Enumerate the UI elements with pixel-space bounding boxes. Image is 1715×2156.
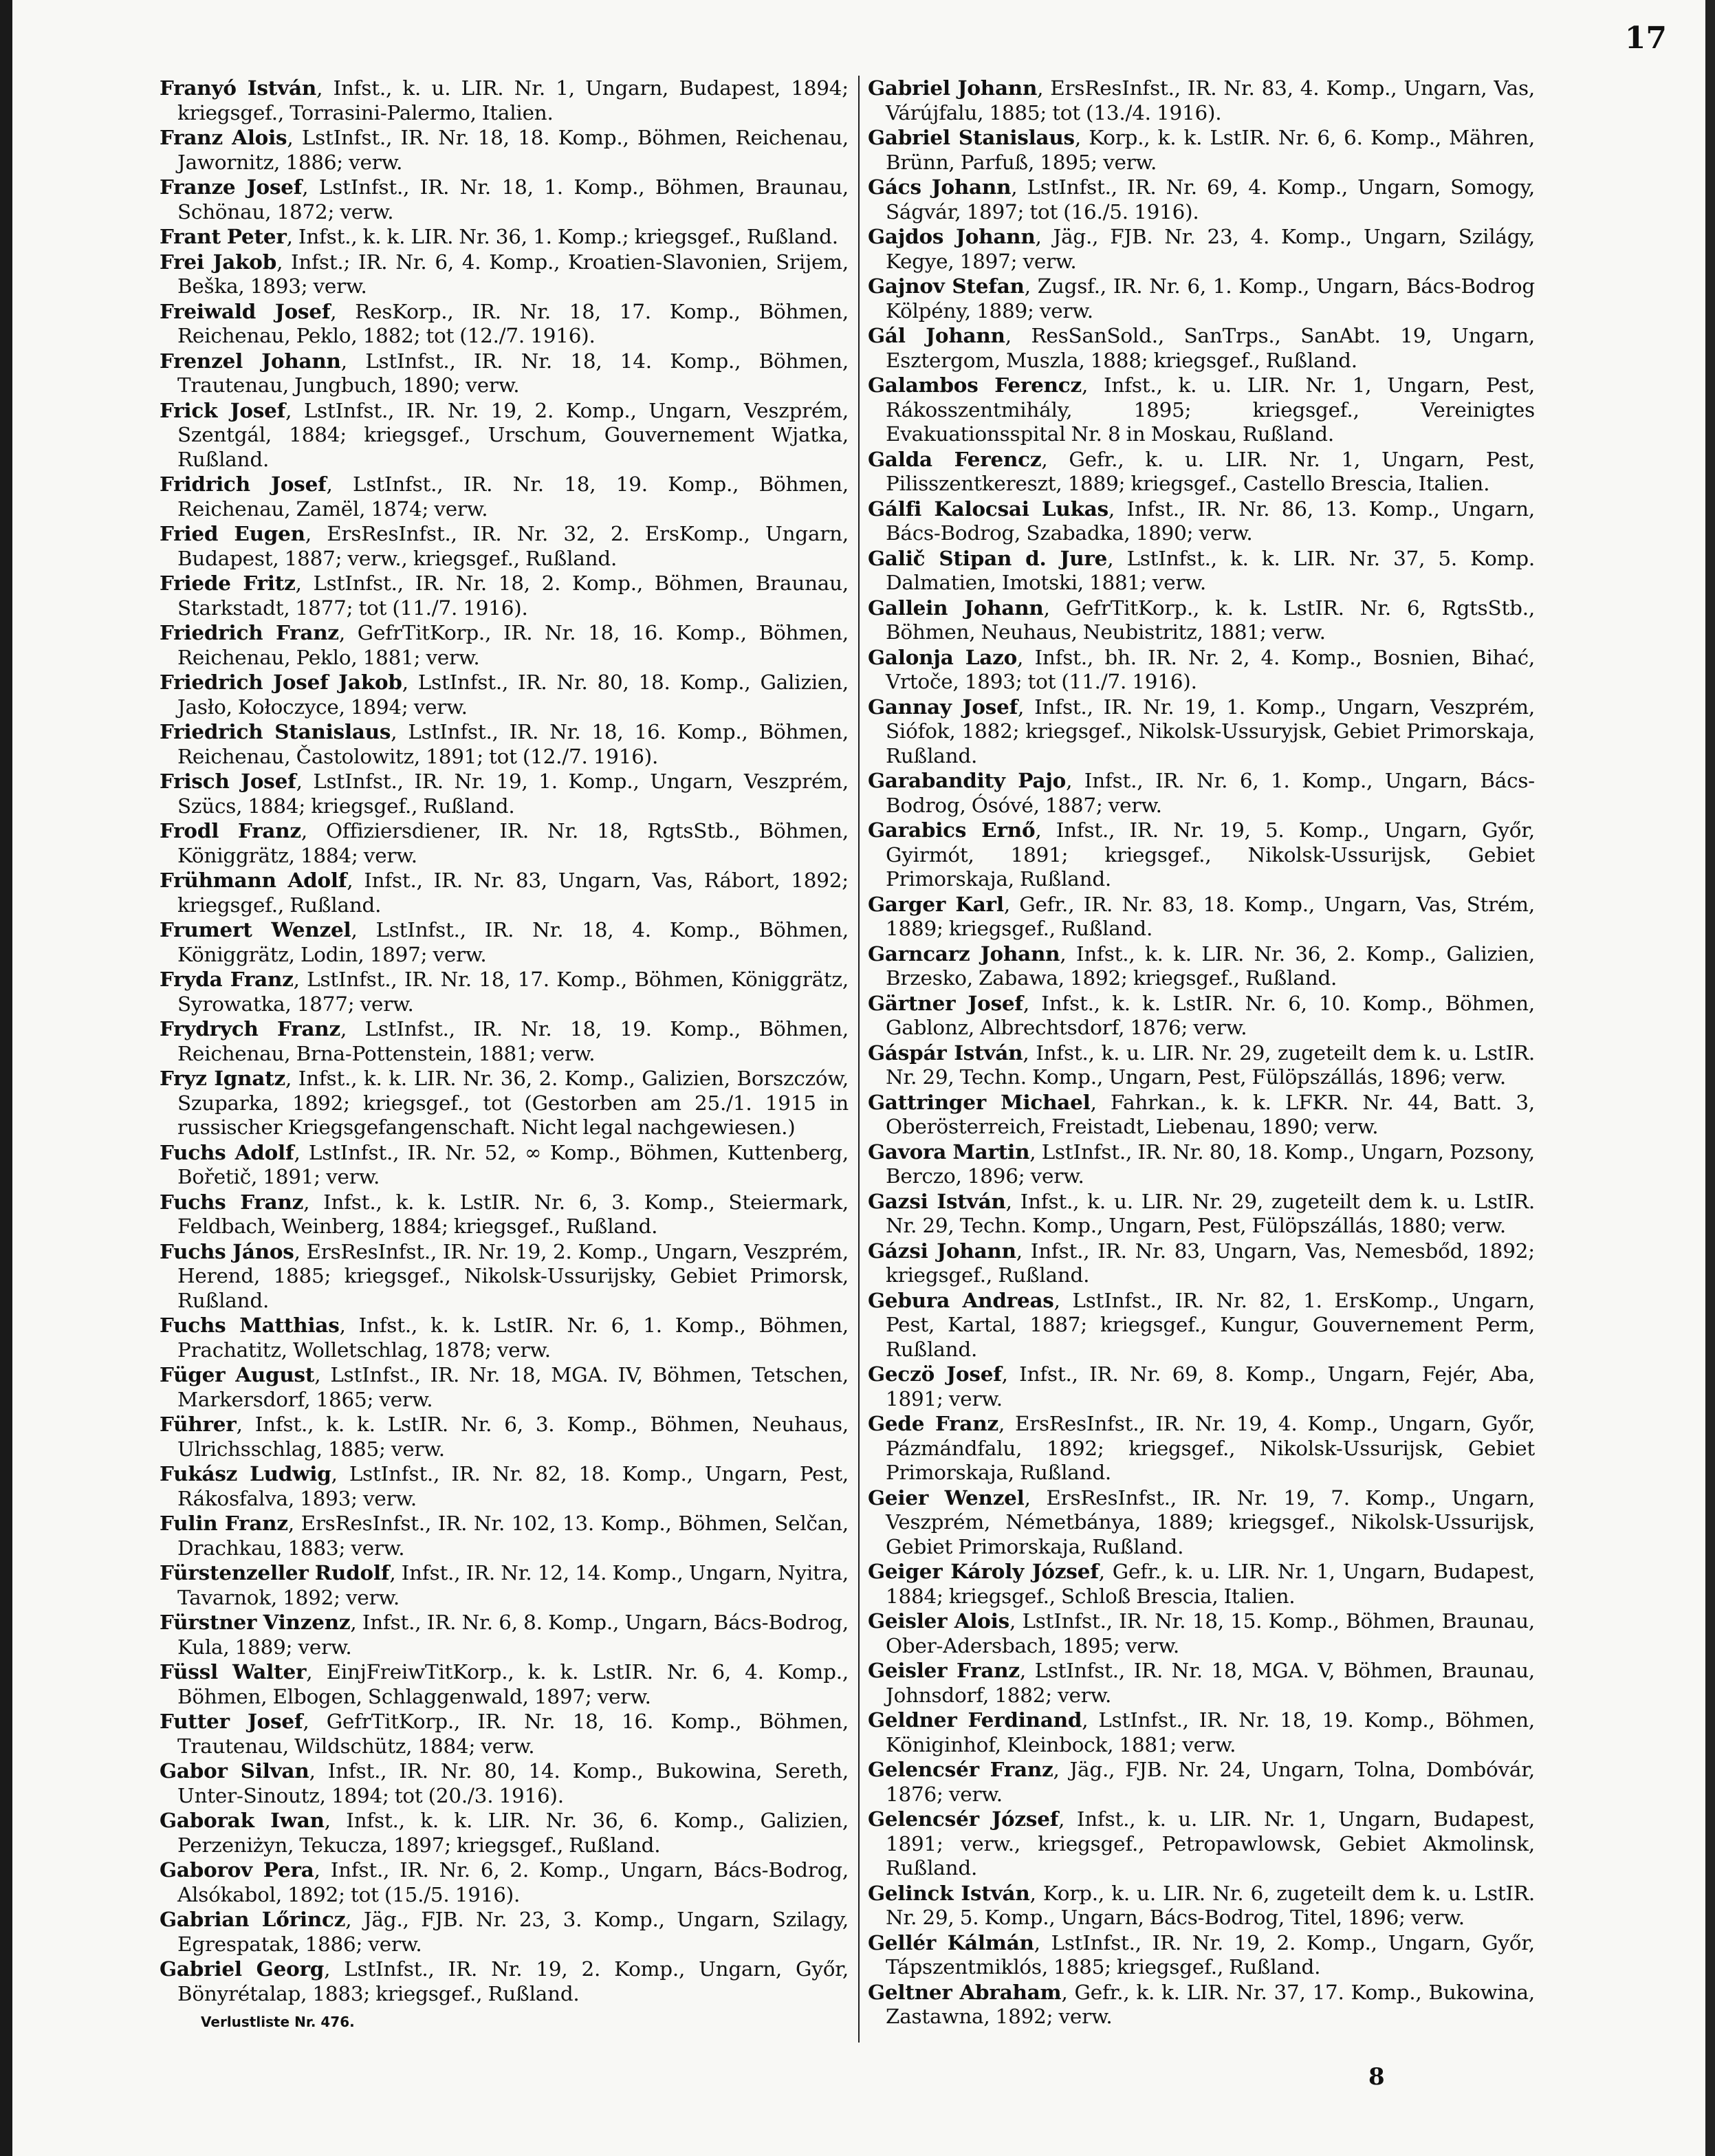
list-entry: Gál Johann, ResSanSold., SanTrps., SanAbt. 19, Ungarn, Esztergom, Muszla, 1888; kriegsgef., Rußland. bbox=[868, 323, 1535, 372]
entry-details: ResKorp., IR. Nr. 18, 17. Komp., Böhmen, Reichenau, Peklo, 1882; tot (12./7. 1916). bbox=[177, 299, 849, 347]
entry-details: Infst., IR. Nr. 6, 8. Komp., Ungarn, Bács-Bodrog, Kula, 1889; verw. bbox=[177, 1611, 849, 1659]
entry-name: Gács Johann bbox=[868, 175, 1012, 199]
entry-name: Fryda Franz bbox=[160, 967, 294, 991]
entry-name: Gelencsér József bbox=[868, 1807, 1059, 1831]
list-entry: Geltner Abraham, Gefr., k. k. LIR. Nr. 37, 17. Komp., Bukowina, Zastawna, 1892; verw. bbox=[868, 1979, 1536, 2028]
entry-name: Fried Eugen bbox=[160, 521, 305, 545]
entry-name: Fuchs Franz bbox=[160, 1189, 304, 1214]
entry-name: Franze Josef bbox=[160, 175, 303, 199]
entry-details: Infst., bh. IR. Nr. 2, 4. Komp., Bosnien, Bihać, Vrtoče, 1893; tot (11./7. 1916). bbox=[886, 645, 1535, 693]
entry-name: Franyó István bbox=[160, 76, 317, 100]
entry-name: Gajdos Johann bbox=[868, 224, 1036, 248]
list-entry: Frydrych Franz, LstInfst., IR. Nr. 18, 19. Komp., Böhmen, Reichenau, Brna-Pottenstein, 1881; verw. bbox=[160, 1016, 849, 1065]
list-entry: Geisler Alois, LstInfst., IR. Nr. 18, 15. Komp., Böhmen, Braunau, Ober-Adersbach, 1895; verw. bbox=[868, 1609, 1535, 1657]
entry-details: Korp., k. u. LIR. Nr. 6, zugeteilt dem k. u. LstIR. Nr. 29, 5. Komp., Ungarn, Bács-Bodrog, Titel, 1896; verw. bbox=[886, 1881, 1535, 1929]
entry-name: Frühmann Adolf bbox=[160, 868, 347, 892]
list-entry: Freiwald Josef, ResKorp., IR. Nr. 18, 17. Komp., Böhmen, Reichenau, Peklo, 1882; tot (12./7. 1916). bbox=[160, 298, 849, 347]
entry-details: LstInfst., IR. Nr. 18, 18. Komp., Böhmen, Reichenau, Jawornitz, 1886; verw. bbox=[177, 126, 849, 174]
entry-details: Infst., k. k. LstIR. Nr. 6, 3. Komp., Steiermark, Feldbach, Weinberg, 1884; kriegsgef., Rußland. bbox=[177, 1190, 849, 1238]
entry-details: ErsResInfst., IR. Nr. 19, 2. Komp., Ungarn, Veszprém, Herend, 1885; kriegsgef., Nikolsk-Ussurijsky, Gebiet Primorsk, Rußland. bbox=[177, 1239, 849, 1312]
entry-name: Galda Ferencz bbox=[868, 446, 1042, 471]
entry-name: Gabriel Johann bbox=[868, 76, 1038, 100]
entry-name: Fulin Franz bbox=[160, 1511, 288, 1535]
entry-name: Gattringer Michael bbox=[868, 1089, 1091, 1114]
entry-details: LstInfst., IR. Nr. 19, 2. Komp., Ungarn, Győr, Tápszentmiklós, 1885; kriegsgef., Rußland. bbox=[886, 1930, 1536, 1979]
entry-details: Jäg., FJB. Nr. 24, Ungarn, Tolna, Dombóvár, 1876; verw. bbox=[886, 1758, 1535, 1806]
list-entry: Fulin Franz, ErsResInfst., IR. Nr. 102, 13. Komp., Böhmen, Selčan, Drachkau, 1883; verw. bbox=[160, 1511, 849, 1560]
list-entry: Frumert Wenzel, LstInfst., IR. Nr. 18, 4. Komp., Böhmen, Königgrätz, Lodin, 1897; verw. bbox=[160, 917, 849, 966]
list-entry: Gács Johann, LstInfst., IR. Nr. 69, 4. Komp., Ungarn, Somogy, Ságvár, 1897; tot (16./5. 1916). bbox=[868, 175, 1536, 224]
entry-name: Geltner Abraham bbox=[868, 1979, 1062, 2004]
list-entry: Friedrich Josef Jakob, LstInfst., IR. Nr. 80, 18. Komp., Galizien, Jasło, Kołoczyce, 1894; verw. bbox=[160, 670, 849, 719]
entry-details: LstInfst., IR. Nr. 18, 2. Komp., Böhmen, Braunau, Starkstadt, 1877; tot (11./7. 1916). bbox=[177, 571, 849, 620]
entry-details: Infst., IR. Nr. 12, 14. Komp., Ungarn, Nyitra, Tavarnok, 1892; verw. bbox=[177, 1561, 849, 1609]
list-entry: Frenzel Johann, LstInfst., IR. Nr. 18, 14. Komp., Böhmen, Trautenau, Jungbuch, 1890; verw. bbox=[160, 348, 849, 397]
list-entry: Fuchs Franz, Infst., k. k. LstIR. Nr. 6, 3. Komp., Steiermark, Feldbach, Weinberg, 1884; kriegsgef., Rußland. bbox=[160, 1189, 849, 1238]
entry-name: Geisler Franz bbox=[868, 1658, 1020, 1682]
entry-details: Gefr., k. u. LIR. Nr. 1, Ungarn, Pest, Pilisszentkereszt, 1889; kriegsgef., Castello Brescia, Italien. bbox=[886, 447, 1535, 495]
entry-details: Fahrkan., k. k. LFKR. Nr. 44, Batt. 3, Oberösterreich, Freistadt, Liebenau, 1890; verw. bbox=[886, 1090, 1535, 1138]
list-entry: Füssl Walter, EinjFreiwTitKorp., k. k. LstIR. Nr. 6, 4. Komp., Böhmen, Elbogen, Schlaggenwald, 1897; verw. bbox=[160, 1659, 849, 1708]
list-entry: Frei Jakob, Infst.; IR. Nr. 6, 4. Komp., Kroatien-Slavonien, Srijem, Beška, 1893; verw. bbox=[160, 249, 849, 298]
entry-details: LstInfst., IR. Nr. 18, 19. Komp., Böhmen, Reichenau, Zamël, 1874; verw. bbox=[177, 472, 849, 521]
entry-name: Geldner Ferdinand bbox=[868, 1708, 1082, 1732]
entry-details: Infst., IR. Nr. 83, Ungarn, Vas, Rábort, 1892; kriegsgef., Rußland. bbox=[177, 869, 849, 917]
entry-details: LstInfst., IR. Nr. 18, MGA. V, Böhmen, Braunau, Johnsdorf, 1882; verw. bbox=[886, 1659, 1535, 1707]
entry-details: LstInfst., IR. Nr. 18, 19. Komp., Böhmen, Reichenau, Brna-Pottenstein, 1881; verw. bbox=[177, 1017, 849, 1065]
entry-details: Jäg., FJB. Nr. 23, 4. Komp., Ungarn, Szilágy, Kegye, 1897; verw. bbox=[886, 225, 1535, 273]
entry-details: Infst., IR. Nr. 6, 1. Komp., Ungarn, Bács-Bodrog, Ósóvé, 1887; verw. bbox=[886, 769, 1535, 817]
entry-name: Frisch Josef bbox=[160, 769, 296, 793]
entry-name: Geczö Josef bbox=[868, 1362, 1002, 1386]
entry-details: Infst., IR. Nr. 69, 8. Komp., Ungarn, Fejér, Aba, 1891; verw. bbox=[886, 1362, 1535, 1411]
entry-name: Gannay Josef bbox=[868, 694, 1018, 719]
column-divider bbox=[858, 76, 860, 2043]
entry-name: Fryz Ignatz bbox=[160, 1066, 286, 1090]
list-entry: Gázsi Johann, Infst., IR. Nr. 83, Ungarn, Vas, Nemesbőd, 1892; kriegsgef., Rußland. bbox=[868, 1238, 1535, 1287]
list-entry: Geisler Franz, LstInfst., IR. Nr. 18, MGA. V, Böhmen, Braunau, Johnsdorf, 1882; verw. bbox=[868, 1658, 1535, 1707]
entry-details: Infst., IR. Nr. 86, 13. Komp., Ungarn, Bács-Bodrog, Szabadka, 1890; verw. bbox=[886, 497, 1535, 545]
entry-details: LstInfst., IR. Nr. 18, 19. Komp., Böhmen, Königinhof, Kleinbock, 1881; verw. bbox=[886, 1708, 1535, 1756]
entry-name: Gaborov Pera bbox=[160, 1858, 314, 1882]
list-entry: Fryz Ignatz, Infst., k. k. LIR. Nr. 36, 2. Komp., Galizien, Borszczów, Szuparka, 1892; kriegsgef., tot (Gestorben am 25./1. 1915 in russischer Kriegsgefangenschaft. Nicht legal nachgewiesen.) bbox=[160, 1066, 849, 1139]
entry-name: Frydrych Franz bbox=[160, 1016, 340, 1041]
entry-details: GefrTitKorp., k. k. LstIR. Nr. 6, RgtsStb., Böhmen, Neuhaus, Neubistritz, 1881; verw. bbox=[886, 596, 1535, 644]
entry-name: Gede Franz bbox=[868, 1411, 998, 1435]
entry-name: Fuchs Adolf bbox=[160, 1140, 294, 1164]
entry-details: Gefr., k. k. LIR. Nr. 37, 17. Komp., Bukowina, Zastawna, 1892; verw. bbox=[886, 1980, 1536, 2028]
entry-name: Frick Josef bbox=[160, 398, 286, 422]
entry-name: Franz Alois bbox=[160, 125, 287, 149]
entry-name: Füssl Walter bbox=[160, 1659, 307, 1684]
entry-details: LstInfst., IR. Nr. 18, 4. Komp., Böhmen, Königgrätz, Lodin, 1897; verw. bbox=[177, 918, 849, 966]
entry-name: Frant Peter bbox=[160, 224, 287, 248]
list-entry: Gáspár István, Infst., k. u. LIR. Nr. 29, zugeteilt dem k. u. LstIR. Nr. 29, Techn. Komp., Ungarn, Pest, Fülöpszállás, 1896; verw. bbox=[868, 1040, 1535, 1089]
entry-details: GefrTitKorp., IR. Nr. 18, 16. Komp., Böhmen, Trautenau, Wildschütz, 1884; verw. bbox=[177, 1710, 849, 1758]
entry-name: Fürstner Vinzenz bbox=[160, 1610, 351, 1634]
list-entry: Geiger Károly József, Gefr., k. u. LIR. Nr. 1, Ungarn, Budapest, 1884; kriegsgef., Schloß Brescia, Italien. bbox=[868, 1559, 1536, 1608]
entry-name: Gálfi Kalocsai Lukas bbox=[868, 496, 1108, 521]
entry-name: Gavora Martin bbox=[868, 1139, 1030, 1164]
entry-details: Infst., k. k. LstIR. Nr. 6, 10. Komp., Böhmen, Gablonz, Albrechtsdorf, 1876; verw. bbox=[886, 991, 1535, 1039]
entry-name: Gaborak Iwan bbox=[160, 1808, 325, 1832]
entry-name: Gajnov Stefan bbox=[868, 274, 1025, 298]
list-entry: Frant Peter, Infst., k. k. LIR. Nr. 36, 1. Komp.; kriegsgef., Rußland. bbox=[160, 224, 838, 248]
list-entry: Frick Josef, LstInfst., IR. Nr. 19, 2. Komp., Ungarn, Veszprém, Szentgál, 1884; kriegsgef., Urschum, Gouvernement Wjatka, Rußland. bbox=[160, 398, 849, 471]
entry-name: Frenzel Johann bbox=[160, 348, 341, 373]
list-entry: Fried Eugen, ErsResInfst., IR. Nr. 32, 2. ErsKomp., Ungarn, Budapest, 1887; verw., kriegsgef., Rußland. bbox=[160, 521, 849, 570]
list-entry: Galonja Lazo, Infst., bh. IR. Nr. 2, 4. Komp., Bosnien, Bihać, Vrtoče, 1893; tot (11./7. 1916). bbox=[868, 644, 1535, 693]
list-entry: Gálfi Kalocsai Lukas, Infst., IR. Nr. 86, 13. Komp., Ungarn, Bács-Bodrog, Szabadka, 1890; verw. bbox=[868, 496, 1535, 545]
entry-details: Gefr., k. u. LIR. Nr. 1, Ungarn, Budapest, 1884; kriegsgef., Schloß Brescia, Italien. bbox=[886, 1560, 1536, 1608]
entry-details: LstInfst., IR. Nr. 18, MGA. IV, Böhmen, Tetschen, Markersdorf, 1865; verw. bbox=[177, 1363, 849, 1411]
entry-name: Fuchs János bbox=[160, 1239, 294, 1263]
entry-name: Garabandity Pajo bbox=[868, 768, 1067, 792]
list-entry: Gelencsér Franz, Jäg., FJB. Nr. 24, Ungarn, Tolna, Dombóvár, 1876; verw. bbox=[868, 1757, 1535, 1806]
list-entry: Galda Ferencz, Gefr., k. u. LIR. Nr. 1, Ungarn, Pest, Pilisszentkereszt, 1889; kriegsgef., Castello Brescia, Italien. bbox=[868, 446, 1535, 495]
list-entry: Futter Josef, GefrTitKorp., IR. Nr. 18, 16. Komp., Böhmen, Trautenau, Wildschütz, 1884; verw. bbox=[160, 1709, 849, 1758]
entry-details: Infst., IR. Nr. 6, 2. Komp., Ungarn, Bács-Bodrog, Alsókabol, 1892; tot (15./5. 1916). bbox=[177, 1858, 849, 1906]
scan-edge-right bbox=[1705, 0, 1715, 2156]
entry-name: Frei Jakob bbox=[160, 249, 277, 274]
entry-details: Infst., k. k. LIR. Nr. 36, 2. Komp., Galizien, Borszczów, Szuparka, 1892; kriegsgef., tot (Gestorben am 25./1. 1915 in russischer Kriegsgefangenschaft. Nicht legal nachgewiesen.) bbox=[177, 1067, 849, 1139]
entry-details: LstInfst., IR. Nr. 69, 4. Komp., Ungarn, Somogy, Ságvár, 1897; tot (16./5. 1916). bbox=[886, 175, 1536, 224]
entry-name: Garabics Ernő bbox=[868, 818, 1036, 842]
entry-details: Offiziersdiener, IR. Nr. 18, RgtsStb., Böhmen, Königgrätz, 1884; verw. bbox=[177, 819, 849, 867]
entry-details: ErsResInfst., IR. Nr. 32, 2. ErsKomp., Ungarn, Budapest, 1887; verw., kriegsgef., Rußland. bbox=[177, 522, 849, 570]
list-entry: Gabrian Lőrincz, Jäg., FJB. Nr. 23, 3. Komp., Ungarn, Szilagy, Egrespatak, 1886; verw. bbox=[160, 1907, 849, 1956]
list-entry: Franyó István, Infst., k. u. LIR. Nr. 1, Ungarn, Budapest, 1894; kriegsgef., Torrasini-Palermo, Italien. bbox=[160, 76, 849, 124]
list-entry: Gabriel Georg, LstInfst., IR. Nr. 19, 2. Komp., Ungarn, Győr, Bönyrétalap, 1883; kriegsgef., Rußland. bbox=[160, 1957, 849, 2005]
entry-details: ResSanSold., SanTrps., SanAbt. 19, Ungarn, Esztergom, Muszla, 1888; kriegsgef., Rußland. bbox=[886, 324, 1535, 372]
entry-name: Garncarz Johann bbox=[868, 941, 1060, 966]
entry-name: Gelencsér Franz bbox=[868, 1757, 1053, 1781]
list-entry: Fuchs Adolf, LstInfst., IR. Nr. 52, ∞ Komp., Böhmen, Kuttenberg, Bořetič, 1891; verw. bbox=[160, 1140, 849, 1188]
entry-details: LstInfst., IR. Nr. 80, 18. Komp., Ungarn, Pozsony, Berczo, 1896; verw. bbox=[886, 1140, 1535, 1188]
entry-name: Frodl Franz bbox=[160, 818, 301, 842]
entry-details: Infst., IR. Nr. 19, 5. Komp., Ungarn, Győr, Gyirmót, 1891; kriegsgef., Nikolsk-Ussurijsk, Gebiet Primorskaja, Rußland. bbox=[886, 818, 1535, 891]
list-entry: Fukász Ludwig, LstInfst., IR. Nr. 82, 18. Komp., Ungarn, Pest, Rákosfalva, 1893; verw. bbox=[160, 1461, 849, 1510]
entry-details: Infst., IR. Nr. 83, Ungarn, Vas, Nemesbőd, 1892; kriegsgef., Rußland. bbox=[886, 1239, 1535, 1287]
entry-name: Geiger Károly József bbox=[868, 1559, 1099, 1583]
entry-name: Geier Wenzel bbox=[868, 1485, 1025, 1510]
entry-name: Friede Fritz bbox=[160, 571, 296, 595]
entry-name: Gazsi István bbox=[868, 1188, 1006, 1213]
entry-details: GefrTitKorp., IR. Nr. 18, 16. Komp., Böhmen, Reichenau, Peklo, 1881; verw. bbox=[177, 621, 849, 669]
entry-details: Zugsf., IR. Nr. 6, 1. Komp., Ungarn, Bács-Bodrog Kölpény, 1889; verw. bbox=[886, 274, 1536, 323]
list-entry: Fuchs János, ErsResInfst., IR. Nr. 19, 2. Komp., Ungarn, Veszprém, Herend, 1885; kriegsgef., Nikolsk-Ussurijsky, Gebiet Primorsk, Rußland. bbox=[160, 1239, 849, 1312]
entry-name: Galonja Lazo bbox=[868, 644, 1017, 669]
entry-name: Führer bbox=[160, 1412, 237, 1436]
entry-name: Füger August bbox=[160, 1362, 315, 1386]
entry-details: Infst., k. k. LIR. Nr. 36, 2. Komp., Galizien, Brzesko, Zabawa, 1892; kriegsgef., Rußland. bbox=[886, 941, 1535, 990]
entry-details: Gefr., IR. Nr. 83, 18. Komp., Ungarn, Vas, Strém, 1889; kriegsgef., Rußland. bbox=[886, 892, 1535, 940]
list-entry: Gärtner Josef, Infst., k. k. LstIR. Nr. 6, 10. Komp., Böhmen, Gablonz, Albrechtsdorf, 1876; verw. bbox=[868, 990, 1535, 1039]
entry-details: Infst., k. k. LIR. Nr. 36, 6. Komp., Galizien, Perzeniżyn, Tekucza, 1897; kriegsgef., Rußland. bbox=[177, 1809, 849, 1857]
entry-name: Gabriel Stanislaus bbox=[868, 125, 1075, 149]
list-entry: Gabriel Stanislaus, Korp., k. k. LstIR. Nr. 6, 6. Komp., Mähren, Brünn, Parfuß, 1895; verw. bbox=[868, 125, 1535, 174]
entry-details: LstInfst., k. k. LIR. Nr. 37, 5. Komp. Dalmatien, Imotski, 1881; verw. bbox=[886, 546, 1535, 594]
left-column bbox=[160, 76, 849, 2035]
entry-name: Futter Josef bbox=[160, 1709, 303, 1733]
entry-details: Jäg., FJB. Nr. 23, 3. Komp., Ungarn, Szilagy, Egrespatak, 1886; verw. bbox=[177, 1908, 849, 1956]
entry-details: LstInfst., IR. Nr. 52, ∞ Komp., Böhmen, Kuttenberg, Bořetič, 1891; verw. bbox=[177, 1140, 849, 1188]
entry-details: Infst., k. u. LIR. Nr. 29, zugeteilt dem k. u. LstIR. Nr. 29, Techn. Komp., Ungarn, Pest, Fülöpszállás, 1880; verw. bbox=[886, 1189, 1535, 1237]
list-entry: Friedrich Franz, GefrTitKorp., IR. Nr. 18, 16. Komp., Böhmen, Reichenau, Peklo, 1881; verw. bbox=[160, 620, 849, 669]
list-entry: Gelencsér József, Infst., k. u. LIR. Nr. 1, Ungarn, Budapest, 1891; verw., kriegsgef., Petropawlowsk, Gebiet Akmolinsk, Rußland. bbox=[868, 1807, 1535, 1880]
list-entry: Füger August, LstInfst., IR. Nr. 18, MGA. IV, Böhmen, Tetschen, Markersdorf, 1865; verw. bbox=[160, 1362, 849, 1411]
entry-name: Galič Stipan d. Jure bbox=[868, 545, 1108, 570]
entry-details: LstInfst., IR. Nr. 82, 18. Komp., Ungarn, Pest, Rákosfalva, 1893; verw. bbox=[177, 1462, 849, 1510]
entry-details: LstInfst., IR. Nr. 82, 1. ErsKomp., Ungarn, Pest, Kartal, 1887; kriegsgef., Kungur, Gouvernement Perm, Rußland. bbox=[886, 1288, 1535, 1361]
entry-details: ErsResInfst., IR. Nr. 102, 13. Komp., Böhmen, Selčan, Drachkau, 1883; verw. bbox=[177, 1512, 849, 1560]
list-entry: Gannay Josef, Infst., IR. Nr. 19, 1. Komp., Ungarn, Veszprém, Siófok, 1882; kriegsgef., Nikolsk-Ussuryjsk, Gebiet Primorskaja, Rußland. bbox=[868, 694, 1535, 767]
list-entry: Gaborak Iwan, Infst., k. k. LIR. Nr. 36, 6. Komp., Galizien, Perzeniżyn, Tekucza, 1897; kriegsgef., Rußland. bbox=[160, 1808, 849, 1857]
list-entry: Gajnov Stefan, Zugsf., IR. Nr. 6, 1. Komp., Ungarn, Bács-Bodrog Kölpény, 1889; verw. bbox=[868, 274, 1536, 323]
list-entry: Gajdos Johann, Jäg., FJB. Nr. 23, 4. Komp., Ungarn, Szilágy, Kegye, 1897; verw. bbox=[868, 224, 1535, 273]
entry-details: Infst., k. k. LstIR. Nr. 6, 1. Komp., Böhmen, Prachatitz, Wolletschlag, 1878; verw. bbox=[177, 1314, 849, 1362]
entry-name: Gabriel Georg bbox=[160, 1957, 325, 1981]
list-entry: Gebura Andreas, LstInfst., IR. Nr. 82, 1. ErsKomp., Ungarn, Pest, Kartal, 1887; kriegsgef., Kungur, Gouvernement Perm, Rußland. bbox=[868, 1287, 1535, 1361]
entry-name: Gellér Kálmán bbox=[868, 1930, 1034, 1954]
entry-details: LstInfst., IR. Nr. 18, 17. Komp., Böhmen, Königgrätz, Syrowatka, 1877; verw. bbox=[177, 968, 849, 1016]
list-entry: Gaborov Pera, Infst., IR. Nr. 6, 2. Komp., Ungarn, Bács-Bodrog, Alsókabol, 1892; tot (15./5. 1916). bbox=[160, 1858, 849, 1906]
entry-name: Geisler Alois bbox=[868, 1609, 1009, 1633]
entry-name: Fürstenzeller Rudolf bbox=[160, 1560, 390, 1585]
entry-details: Infst., k. k. LstIR. Nr. 6, 3. Komp., Böhmen, Neuhaus, Ulrichsschlag, 1885; verw. bbox=[177, 1413, 849, 1461]
entry-details: Infst., IR. Nr. 80, 14. Komp., Bukowina, Sereth, Unter-Sinoutz, 1894; tot (20./3. 1916). bbox=[177, 1759, 849, 1807]
list-entry: Führer, Infst., k. k. LstIR. Nr. 6, 3. Komp., Böhmen, Neuhaus, Ulrichsschlag, 1885; verw. bbox=[160, 1412, 849, 1461]
entry-details: Infst., k. u. LIR. Nr. 1, Ungarn, Budapest, 1891; verw., kriegsgef., Petropawlowsk, Gebiet Akmolinsk, Rußland. bbox=[886, 1807, 1535, 1880]
list-entry: Gabriel Johann, ErsResInfst., IR. Nr. 83, 4. Komp., Ungarn, Vas, Várújfalu, 1885; tot (13./4. 1916). bbox=[868, 76, 1535, 124]
entry-details: ErsResInfst., IR. Nr. 19, 7. Komp., Ungarn, Veszprém, Németbánya, 1889; kriegsgef., Nikolsk-Ussurijsk, Gebiet Primorskaja, Rußland. bbox=[886, 1485, 1535, 1558]
list-entry: Galič Stipan d. Jure, LstInfst., k. k. LIR. Nr. 37, 5. Komp. Dalmatien, Imotski, 1881; verw. bbox=[868, 545, 1535, 594]
entry-details: LstInfst., IR. Nr. 18, 14. Komp., Böhmen, Trautenau, Jungbuch, 1890; verw. bbox=[177, 349, 849, 397]
scan-edge-left bbox=[0, 0, 12, 2156]
entry-details: Infst., k. u. LIR. Nr. 1, Ungarn, Budapest, 1894; kriegsgef., Torrasini-Palermo, Italien. bbox=[177, 76, 849, 124]
entry-details: LstInfst., IR. Nr. 80, 18. Komp., Galizien, Jasło, Kołoczyce, 1894; verw. bbox=[177, 671, 849, 719]
entry-name: Gelinck István bbox=[868, 1880, 1030, 1905]
list-entry: Gellér Kálmán, LstInfst., IR. Nr. 19, 2. Komp., Ungarn, Győr, Tápszentmiklós, 1885; kriegsgef., Rußland. bbox=[868, 1930, 1536, 1979]
list-entry: Geczö Josef, Infst., IR. Nr. 69, 8. Komp., Ungarn, Fejér, Aba, 1891; verw. bbox=[868, 1362, 1535, 1411]
list-entry: Franz Alois, LstInfst., IR. Nr. 18, 18. Komp., Böhmen, Reichenau, Jawornitz, 1886; verw. bbox=[160, 125, 849, 174]
entry-details: Infst., IR. Nr. 19, 1. Komp., Ungarn, Veszprém, Siófok, 1882; kriegsgef., Nikolsk-Ussuryjsk, Gebiet Primorskaja, Rußland. bbox=[886, 695, 1535, 767]
list-entry: Frisch Josef, LstInfst., IR. Nr. 19, 1. Komp., Ungarn, Veszprém, Szücs, 1884; kriegsgef., Rußland. bbox=[160, 769, 849, 818]
entry-details: Infst., k. u. LIR. Nr. 1, Ungarn, Pest, Rákosszentmihály, 1895; kriegsgef., Vereinigtes Evakuationsspital Nr. 8 in Moskau, Rußland. bbox=[886, 373, 1535, 446]
entry-name: Fukász Ludwig bbox=[160, 1461, 331, 1485]
entry-name: Gabrian Lőrincz bbox=[160, 1907, 346, 1931]
list-entry: Gallein Johann, GefrTitKorp., k. k. LstIR. Nr. 6, RgtsStb., Böhmen, Neuhaus, Neubistritz, 1881; verw. bbox=[868, 595, 1535, 644]
entry-name: Gallein Johann bbox=[868, 595, 1044, 620]
entry-details: LstInfst., IR. Nr. 19, 2. Komp., Ungarn, Győr, Bönyrétalap, 1883; kriegsgef., Rußland. bbox=[177, 1957, 849, 2005]
entry-details: LstInfst., IR. Nr. 19, 1. Komp., Ungarn, Veszprém, Szücs, 1884; kriegsgef., Rußland. bbox=[177, 770, 849, 818]
entry-name: Gärtner Josef bbox=[868, 990, 1023, 1015]
list-entry: Fürstner Vinzenz, Infst., IR. Nr. 6, 8. Komp., Ungarn, Bács-Bodrog, Kula, 1889; verw. bbox=[160, 1610, 849, 1659]
entry-details: LstInfst., IR. Nr. 19, 2. Komp., Ungarn, Veszprém, Szentgál, 1884; kriegsgef., Urschum, Gouvernement Wjatka, Rußland. bbox=[177, 398, 849, 471]
list-entry: Fürstenzeller Rudolf, Infst., IR. Nr. 12, 14. Komp., Ungarn, Nyitra, Tavarnok, 1892; verw. bbox=[160, 1560, 849, 1609]
list-entry: Friede Fritz, LstInfst., IR. Nr. 18, 2. Komp., Böhmen, Braunau, Starkstadt, 1877; tot (11./7. 1916). bbox=[160, 571, 849, 620]
entry-details: LstInfst., IR. Nr. 18, 15. Komp., Böhmen, Braunau, Ober-Adersbach, 1895; verw. bbox=[886, 1609, 1535, 1657]
entry-name: Friedrich Franz bbox=[160, 620, 339, 644]
entry-details: LstInfst., IR. Nr. 18, 1. Komp., Böhmen, Braunau, Schönau, 1872; verw. bbox=[177, 175, 849, 224]
list-entry: Fridrich Josef, LstInfst., IR. Nr. 18, 19. Komp., Böhmen, Reichenau, Zamël, 1874; verw. bbox=[160, 472, 849, 521]
list-entry: Gabor Silvan, Infst., IR. Nr. 80, 14. Komp., Bukowina, Sereth, Unter-Sinoutz, 1894; tot (20./3. 1916). bbox=[160, 1758, 849, 1807]
list-entry: Gavora Martin, LstInfst., IR. Nr. 80, 18. Komp., Ungarn, Pozsony, Berczo, 1896; verw. bbox=[868, 1139, 1535, 1188]
entry-details: Infst., k. k. LIR. Nr. 36, 1. Komp.; kriegsgef., Rußland. bbox=[298, 225, 838, 248]
list-entry: Geier Wenzel, ErsResInfst., IR. Nr. 19, 7. Komp., Ungarn, Veszprém, Németbánya, 1889; kriegsgef., Nikolsk-Ussurijsk, Gebiet Primorskaja, Rußland. bbox=[868, 1485, 1535, 1558]
signature-mark: 8 bbox=[1368, 2063, 1385, 2091]
list-entry: Franze Josef, LstInfst., IR. Nr. 18, 1. Komp., Böhmen, Braunau, Schönau, 1872; verw. bbox=[160, 175, 849, 224]
list-entry: Gattringer Michael, Fahrkan., k. k. LFKR. Nr. 44, Batt. 3, Oberösterreich, Freistadt, Liebenau, 1890; verw. bbox=[868, 1089, 1535, 1138]
entry-details: Infst.; IR. Nr. 6, 4. Komp., Kroatien-Slavonien, Srijem, Beška, 1893; verw. bbox=[177, 250, 849, 298]
list-entry: Gelinck István, Korp., k. u. LIR. Nr. 6, zugeteilt dem k. u. LstIR. Nr. 29, 5. Komp., Ungarn, Bács-Bodrog, Titel, 1896; verw. bbox=[868, 1880, 1535, 1929]
list-entry: Gazsi István, Infst., k. u. LIR. Nr. 29, zugeteilt dem k. u. LstIR. Nr. 29, Techn. Komp., Ungarn, Pest, Fülöpszállás, 1880; verw. bbox=[868, 1188, 1535, 1237]
right-column bbox=[868, 76, 1535, 2029]
entry-details: EinjFreiwTitKorp., k. k. LstIR. Nr. 6, 4. Komp., Böhmen, Elbogen, Schlaggenwald, 1897; verw. bbox=[177, 1660, 849, 1708]
list-entry: Garabics Ernő, Infst., IR. Nr. 19, 5. Komp., Ungarn, Győr, Gyirmót, 1891; kriegsgef., Nikolsk-Ussurijsk, Gebiet Primorskaja, Rußland. bbox=[868, 818, 1535, 891]
entry-details: Korp., k. k. LstIR. Nr. 6, 6. Komp., Mähren, Brünn, Parfuß, 1895; verw. bbox=[886, 126, 1535, 174]
entry-details: ErsResInfst., IR. Nr. 83, 4. Komp., Ungarn, Vas, Várújfalu, 1885; tot (13./4. 1916). bbox=[886, 76, 1535, 124]
entry-name: Friedrich Josef Jakob bbox=[160, 670, 402, 694]
list-entry: Fryda Franz, LstInfst., IR. Nr. 18, 17. Komp., Böhmen, Königgrätz, Syrowatka, 1877; verw. bbox=[160, 967, 849, 1016]
entry-name: Freiwald Josef bbox=[160, 298, 331, 323]
entry-name: Gebura Andreas bbox=[868, 1287, 1054, 1312]
list-entry: Geldner Ferdinand, LstInfst., IR. Nr. 18, 19. Komp., Böhmen, Königinhof, Kleinbock, 1881; verw. bbox=[868, 1708, 1535, 1756]
entry-name: Fuchs Matthias bbox=[160, 1313, 340, 1337]
list-entry: Garabandity Pajo, Infst., IR. Nr. 6, 1. Komp., Ungarn, Bács-Bodrog, Ósóvé, 1887; verw. bbox=[868, 768, 1535, 817]
entry-name: Gabor Silvan bbox=[160, 1758, 309, 1783]
entry-name: Galambos Ferencz bbox=[868, 373, 1082, 397]
list-entry: Fuchs Matthias, Infst., k. k. LstIR. Nr. 6, 1. Komp., Böhmen, Prachatitz, Wolletschlag, 1878; verw. bbox=[160, 1313, 849, 1362]
entry-name: Friedrich Stanislaus bbox=[160, 719, 391, 743]
entry-name: Gál Johann bbox=[868, 323, 1005, 347]
list-entry: Friedrich Stanislaus, LstInfst., IR. Nr. 18, 16. Komp., Böhmen, Reichenau, Častolowitz, 1891; tot (12./7. 1916). bbox=[160, 719, 849, 768]
list-footer: Verlustliste Nr. 476. bbox=[201, 2014, 355, 2030]
list-entry: Gede Franz, ErsResInfst., IR. Nr. 19, 4. Komp., Ungarn, Győr, Pázmándfalu, 1892; kriegsgef., Nikolsk-Ussurijsk, Gebiet Primorskaja, Rußland. bbox=[868, 1411, 1535, 1484]
entry-details: Infst., k. u. LIR. Nr. 29, zugeteilt dem k. u. LstIR. Nr. 29, Techn. Komp., Ungarn, Pest, Fülöpszállás, 1896; verw. bbox=[886, 1041, 1535, 1089]
entry-name: Gáspár István bbox=[868, 1040, 1023, 1065]
entry-name: Fridrich Josef bbox=[160, 472, 327, 496]
list-entry: Garncarz Johann, Infst., k. k. LIR. Nr. 36, 2. Komp., Galizien, Brzesko, Zabawa, 1892; kriegsgef., Rußland. bbox=[868, 941, 1535, 990]
list-entry: Galambos Ferencz, Infst., k. u. LIR. Nr. 1, Ungarn, Pest, Rákosszentmihály, 1895; kriegsgef., Vereinigtes Evakuationsspital Nr. 8 in Moskau, Rußland. bbox=[868, 373, 1535, 446]
entry-details: LstInfst., IR. Nr. 18, 16. Komp., Böhmen, Reichenau, Častolowitz, 1891; tot (12./7. 1916). bbox=[177, 720, 849, 768]
entry-name: Frumert Wenzel bbox=[160, 917, 351, 941]
page-number: 17 bbox=[1624, 21, 1667, 56]
entry-name: Gázsi Johann bbox=[868, 1238, 1016, 1263]
entry-name: Garger Karl bbox=[868, 891, 1004, 916]
list-entry: Frodl Franz, Offiziersdiener, IR. Nr. 18, RgtsStb., Böhmen, Königgrätz, 1884; verw. bbox=[160, 818, 849, 867]
list-entry: Frühmann Adolf, Infst., IR. Nr. 83, Ungarn, Vas, Rábort, 1892; kriegsgef., Rußland. bbox=[160, 868, 849, 917]
entry-details: ErsResInfst., IR. Nr. 19, 4. Komp., Ungarn, Győr, Pázmándfalu, 1892; kriegsgef., Nikolsk-Ussurijsk, Gebiet Primorskaja, Rußland. bbox=[886, 1412, 1535, 1484]
list-entry: Garger Karl, Gefr., IR. Nr. 83, 18. Komp., Ungarn, Vas, Strém, 1889; kriegsgef., Rußland. bbox=[868, 891, 1535, 940]
